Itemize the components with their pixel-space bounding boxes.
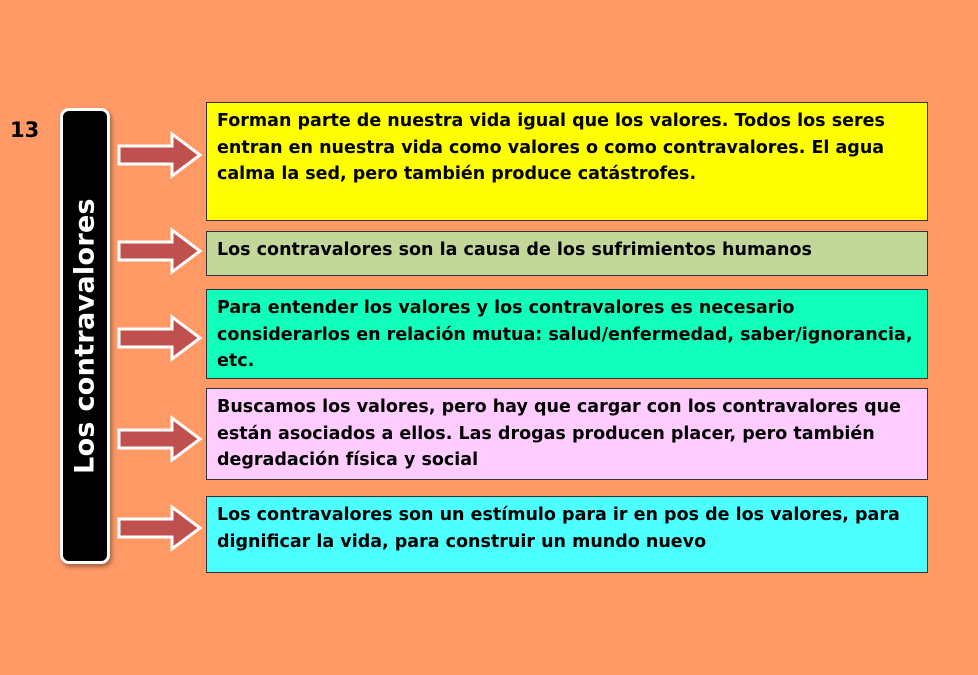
arrow-right-icon <box>116 226 204 276</box>
arrow-right-icon <box>116 313 204 363</box>
arrow-2 <box>116 226 204 276</box>
text-box-5: Los contravalores son un estímulo para ir en pos de los valores, para dignificar la vida, para construir un mundo nuevo <box>206 496 928 573</box>
text-box-1: Forman parte de nuestra vida igual que los valores. Todos los seres entran en nuestra vida como valores o como contravalores. El agua calma la sed, pero también produce catástrofes. <box>206 102 928 221</box>
arrow-3 <box>116 313 204 363</box>
arrow-4 <box>116 414 204 464</box>
slide-number: 13 <box>10 118 40 142</box>
arrow-right-icon <box>116 503 204 553</box>
slide-title: Los contravalores <box>69 198 101 474</box>
arrow-right-icon <box>116 130 204 180</box>
text-box-2: Los contravalores son la causa de los sufrimientos humanos <box>206 231 928 276</box>
text-box-4: Buscamos los valores, pero hay que cargar con los contravalores que están asociados a ellos. Las drogas producen placer, pero también degradación física y social <box>206 388 928 480</box>
title-bar <box>60 108 110 564</box>
arrow-1 <box>116 130 204 180</box>
text-box-3: Para entender los valores y los contravalores es necesario considerarlos en relación mutua: salud/enfermedad, saber/ignorancia, etc. <box>206 289 928 379</box>
arrow-right-icon <box>116 414 204 464</box>
arrow-5 <box>116 503 204 553</box>
